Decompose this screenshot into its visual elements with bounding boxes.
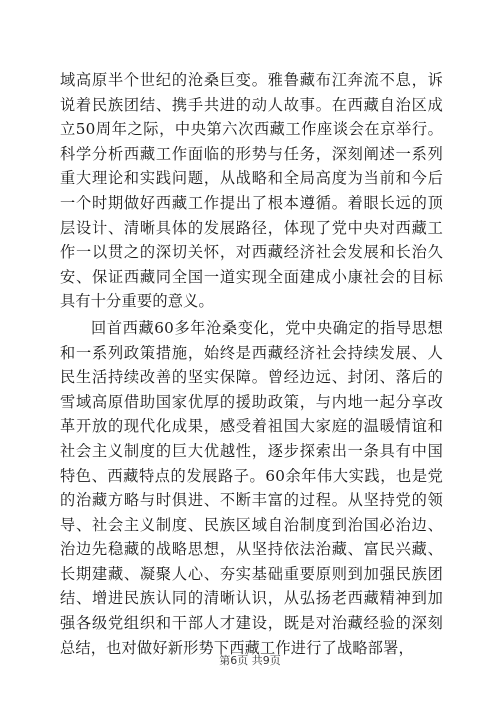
page-number-footer: 第6页 共9页 [219, 654, 281, 667]
body-text [60, 68, 443, 660]
paragraph-continued: 域高原半个世纪的沧桑巨变。雅鲁藏布江奔流不息，诉说着民族团结、携手共进的动人故事。在西藏自治区成立50周年之际，中央第六次西藏工作座谈会在京举行。科学分析西藏工作面临的形势与任务，深刻阐述一系列重大理论和实践问题，从战略和全局高度为当前和今后一个时期做好西藏工作提出了根本遵循。着眼长远的顶层设计、清晰具体的发展路径，体现了党中央对西藏工作一以贯之的深切关怀，对西藏经济社会发展和长治久安、保证西藏同全国一道实现全面建成小康社会的目标具有十分重要的意义。 [60, 71, 443, 311]
paragraph: 回首西藏60多年沧桑变化，党中央确定的指导思想和一系列政策措施，始终是西藏经济社会持续发展、人民生活持续改善的坚实保障。曾经边远、封闭、落后的雪域高原借助国家优厚的援助政策，与内地一起分享改革开放的现代化成果，感受着祖国大家庭的温暖情谊和社会主义制度的巨大优越性，逐步探索出一条具有中国特色、西藏特点的发展路子。60余年伟大实践，也是党的治藏方略与时俱进、不断丰富的过程。从坚持党的领导、社会主义制度、民族区域自治制度到治国必治边、治边先稳藏的战略思想，从坚持依法治藏、富民兴藏、长期建藏、凝聚人心、夯实基础重要原则到加强民族团结、增进民族认同的清晰认识，从弘扬老西藏精神到加强各级党组织和干部人才建设，既是对治藏经验的深刻总结，也对做好新形势下西藏工作进行了战略部署， [60, 318, 443, 657]
